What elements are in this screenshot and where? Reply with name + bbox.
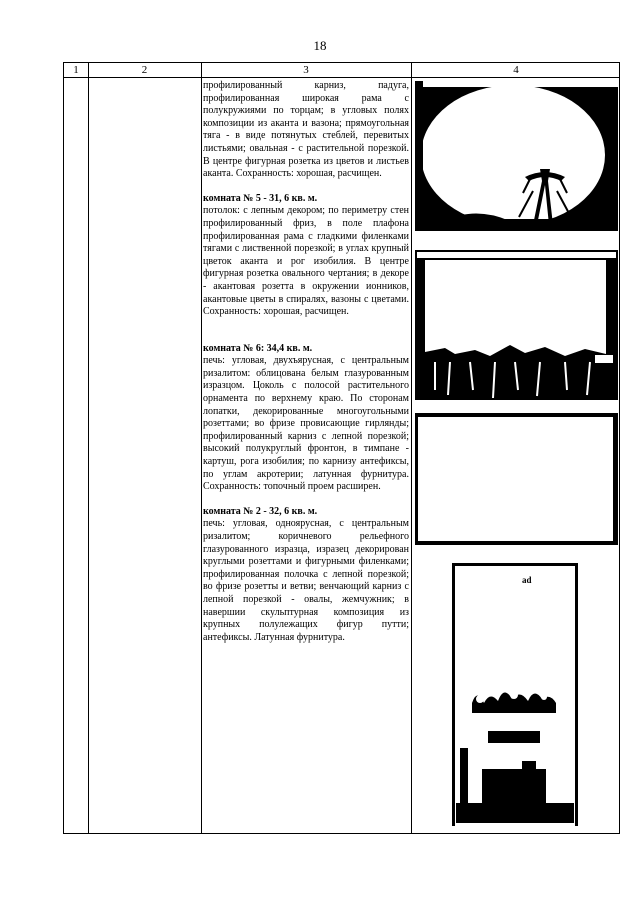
- column-divider: [201, 63, 202, 833]
- column-header-2: 2: [141, 64, 148, 76]
- section-title: комната № 2 - 32, 6 кв. м.: [203, 505, 318, 517]
- column-header-4: 4: [513, 64, 519, 76]
- ceiling-chandelier-photo: [415, 81, 618, 231]
- section-text: печь: угловая, двухъярусная, с центральным ризалитом: облицована белым глазурованным изразцом. Цоколь с полосой растительного орнамента по верхнему краю. По сторонам лопатки, декорированные многоугольными розеттами; во фризе провисающие гирлянды; профилированный карниз с лепной порезкой; высокий полукруглый фронтон, в тимпане - картуш, рога изобилия; по карнизу антефиксы, по углам акротерии; латунная фурнитура. Сохранность: топочный проем расширен.: [203, 355, 409, 493]
- section-text: профилированный карниз, падуга, профилированная широкая рама с полукружиями по торцам; в угловых полях композиции из аканта и вазона; прямоугольная тяга - в виде потянутых стеблей, перевитых листьями; овальная - с растительной порезкой. В центре фигурная розетка из цветов и листьев аканта. Сохранность: хорошая, расчищен.: [203, 80, 409, 180]
- brown-stove-photo: [452, 563, 578, 826]
- column-divider: [88, 63, 89, 833]
- section-title: комната № 6: 34,4 кв. м.: [203, 342, 313, 354]
- ceiling-stucco-photo: [415, 250, 618, 400]
- page-number: 18: [313, 38, 327, 53]
- section-text: потолок: с лепным декором; по периметру стен профилированный фриз, в поле плафона профилированная рама с гладкими филенками тягами с лиственной порезкой; в углах крупный цветок аканта и рог изобилия. В центре фигурная розетка овального чертания; в декоре - акантовая розетта в окружении ионников, акантовые цветы в спиралях, вазоны с цветами. Сохранность: хорошая, расчищен.: [203, 205, 409, 318]
- column-header-3: 3: [303, 64, 309, 76]
- svg-text:ad: ad: [522, 575, 532, 585]
- column-header-1: 1: [73, 64, 79, 76]
- section-title: комната № 5 - 31, 6 кв. м.: [203, 192, 318, 204]
- description-column: [203, 80, 409, 644]
- inventory-table: [63, 62, 620, 834]
- tiled-stove-photo: [415, 413, 618, 545]
- column-divider: [411, 63, 412, 833]
- section-text: печь: угловая, одноярусная, с центральным ризалитом; коричневого рельефного глазурованного изразца, изразец декорирован круглыми розеттами и фигурными филенками; профилированная полочка с лепной порезкой; во фризе розетты и ветви; венчающий карниз с лепной порезкой - овалы, жемчужник; в навершии скульптурная композиция из крупных полулежащих фигур путти; антефиксы. Латунная фурнитура.: [203, 518, 409, 643]
- header-divider: [64, 77, 619, 78]
